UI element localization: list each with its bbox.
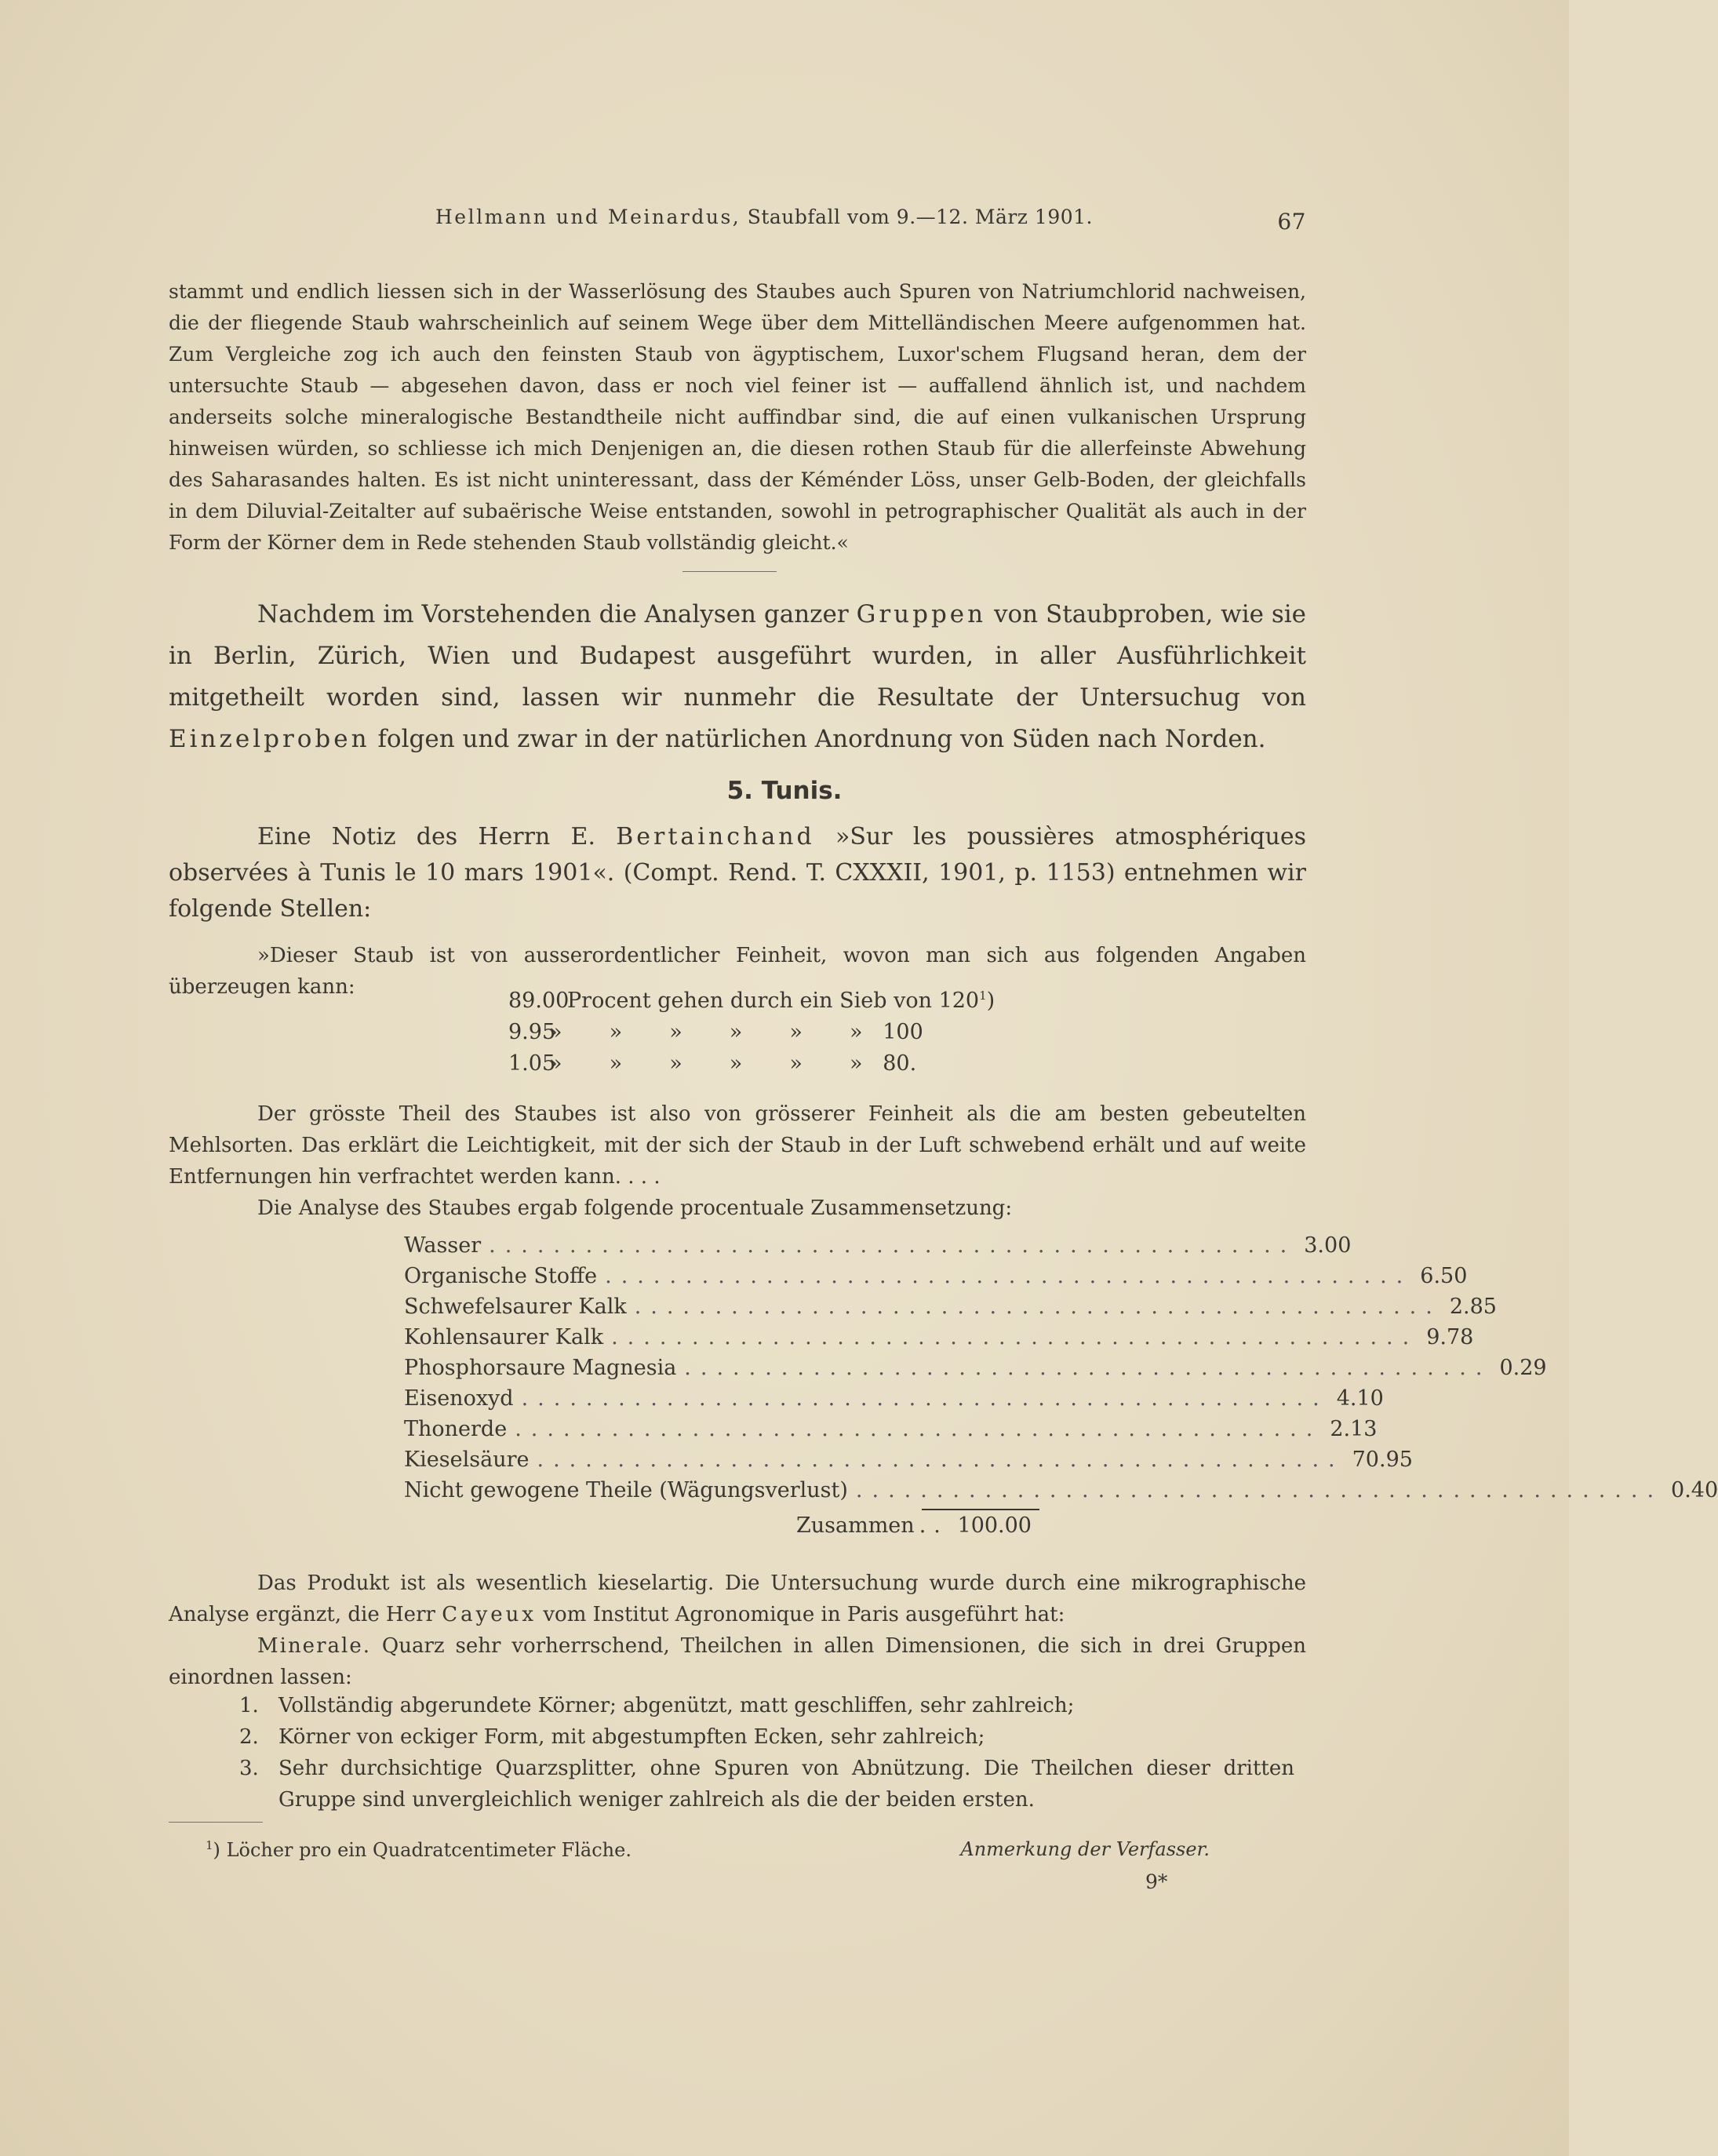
leader-dots: .. — [919, 1513, 948, 1538]
list-text: Vollständig abgerundete Körner; abgenützt, matt geschliffen, sehr zahlreich; — [278, 1694, 1075, 1717]
composition-row — [404, 1295, 1497, 1325]
composition-row — [404, 1478, 1718, 1509]
leader-dots: .................................................. — [605, 1264, 1413, 1288]
section-heading: 5. Tunis. — [726, 777, 843, 805]
composition-value: 0.29 — [1499, 1356, 1547, 1380]
notiz-text-a: Eine Notiz des Herrn E. — [257, 823, 595, 850]
quote-text: »Dieser Staub ist von ausserordentlicher Feinheit, wovon man sich aus folgenden Angaben überzeugen kann: — [169, 944, 1306, 999]
leader-dots: .................................................. — [684, 1356, 1492, 1380]
total-label: Zusammen — [796, 1513, 915, 1538]
leader-dots: .................................................. — [515, 1417, 1323, 1441]
mineral-groups-list — [239, 1690, 1294, 1815]
composition-value: 2.13 — [1330, 1417, 1378, 1441]
footnote-rule — [169, 1822, 263, 1823]
sieve-text: Procent gehen durch ein Sieb von 120 — [567, 989, 980, 1013]
produkt-text-a: Das Produkt ist als wesentlich kieselartig. Die Untersuchung wurde durch eine mikrographische Analyse ergänzt, die Herr — [169, 1571, 1306, 1626]
composition-name: Schwefelsaurer Kalk — [404, 1295, 627, 1319]
footnote-annotation: Anmerkung der Verfasser. — [960, 1838, 1210, 1860]
minerale-text: Quarz sehr vorherrschend, Theilchen in allen Dimensionen, die sich in drei Gruppen einordnen lassen: — [169, 1634, 1306, 1689]
composition-value: 0.40 — [1671, 1478, 1718, 1502]
list-item — [239, 1690, 1294, 1721]
composition-value: 3.00 — [1304, 1233, 1352, 1258]
composition-row — [404, 1356, 1547, 1386]
list-text: Sehr durchsichtige Quarzsplitter, ohne Spuren von Abnützung. Die Theilchen dieser dritten Gruppe sind unvergleichlich weniger zahlreich als die der beiden ersten. — [278, 1757, 1294, 1812]
notiz-paragraph — [169, 819, 1306, 927]
composition-row — [404, 1386, 1384, 1417]
feinheit-text: Der grösste Theil des Staubes ist also von grösserer Feinheit als die am besten gebeutelten Mehlsorten. Das erklärt die Leichtigkeit, mit der sich der Staub in der Luft schwebend erhält und auf weite Entfernungen hin verfrachtet werden kann. . . . — [169, 1102, 1306, 1189]
notiz-text-b: »Sur les poussières atmosphériques observées à Tunis le 10 mars 1901«. (Compt. Rend. T. CXXXII, 1901, p. 1153) entnehmen wir folgende Stellen: — [169, 823, 1306, 923]
analyse-intro-text: Die Analyse des Staubes ergab folgende procentuale Zusammensetzung: — [257, 1196, 1013, 1220]
composition-name: Nicht gewogene Theile (Wägungsverlust) — [404, 1478, 848, 1502]
composition-value: 6.50 — [1420, 1264, 1468, 1288]
list-item — [239, 1721, 1294, 1753]
intro-text-3: folgen und zwar in der natürlichen Anordnung von Süden nach Norden. — [377, 725, 1266, 753]
composition-row — [404, 1448, 1413, 1478]
composition-name: Eisenoxyd — [404, 1386, 514, 1411]
composition-value: 9.78 — [1426, 1325, 1474, 1349]
composition-value: 4.10 — [1336, 1386, 1384, 1411]
header-article-title: Staubfall vom 9.—12. März 1901. — [747, 206, 1093, 228]
composition-name: Kohlensaurer Kalk — [404, 1325, 604, 1349]
leader-dots: .................................................. — [855, 1478, 1664, 1502]
footnote-text: Löcher pro ein Quadratcentimeter Fläche. — [226, 1839, 632, 1861]
sieve-text: » » » » » » 100 — [549, 1020, 923, 1044]
produkt-paragraph — [169, 1568, 1306, 1693]
page-number: 67 — [1277, 209, 1306, 235]
composition-row — [404, 1325, 1474, 1356]
list-number: 1. — [239, 1694, 259, 1717]
sieve-text-wrap — [567, 989, 995, 1013]
leader-dots: .................................................. — [611, 1325, 1419, 1349]
produkt-text-b: vom Institut Agronomique in Paris ausgeführt hat: — [543, 1603, 1065, 1626]
footnote-mark: 1 — [206, 1838, 213, 1852]
intro-text-2: von Staubproben, wie sie in Berlin, Zürich, Wien und Budapest ausgeführt wurden, in aller Ausführlichkeit mitgetheilt worden sind, lassen wir nunmehr die Resultate der Untersuchug von — [169, 600, 1307, 712]
leader-dots: .................................................. — [489, 1233, 1297, 1258]
footnote-paren: ) — [213, 1839, 220, 1861]
composition-name: Organische Stoffe — [404, 1264, 598, 1288]
composition-row — [404, 1264, 1468, 1295]
intro-paragraph — [169, 594, 1306, 760]
sieve-close-paren: ) — [986, 989, 995, 1013]
leader-dots: .................................................. — [634, 1295, 1442, 1319]
total-value: 100.00 — [957, 1513, 1032, 1538]
intro-spaced-einzelproben: Einzelproben — [169, 725, 370, 753]
composition-table — [404, 1233, 1718, 1544]
intro-spaced-gruppen: Gruppen — [856, 600, 987, 628]
composition-row — [404, 1233, 1352, 1264]
sieve-text: » » » » » » 80. — [549, 1051, 917, 1076]
section-separator — [682, 571, 777, 572]
intro-text-1: Nachdem im Vorstehenden die Analysen ganzer — [257, 600, 849, 628]
minerale-label: Minerale. — [257, 1634, 371, 1658]
paragraph-top — [169, 276, 1306, 559]
list-item — [239, 1753, 1294, 1815]
list-number: 2. — [239, 1725, 259, 1749]
composition-value: 2.85 — [1449, 1295, 1497, 1319]
sheet-signature: 9* — [1145, 1870, 1168, 1893]
header-title — [435, 206, 1093, 228]
composition-name: Thonerde — [404, 1417, 508, 1441]
feinheit-paragraph — [169, 1098, 1306, 1224]
paragraph-top-text: stammt und endlich liessen sich in der Wasserlösung des Staubes auch Spuren von Natriumchlorid nachweisen, die der fliegende Staub wahrscheinlich auf seinem Wege über dem Mittelländischen Meere aufgenommen hat. Zum Vergleiche zog ich auch den feinsten Staub von ägyptischem, Luxor'schem Flugsand heran, dem der untersuchte Staub — abgesehen davon, dass er noch viel feiner ist — auffallend ähnlich ist, und nachdem anderseits solche mineralogische Bestandtheile nicht auffindbar sind, die auf einen vulkanischen Ursprung hinweisen würden, so schliesse ich mich Denjenigen an, die diesen rothen Staub für die allerfeinste Abwehung des Saharasandes halten. Es ist nicht uninteressant, dass der Kéménder Löss, unser Gelb-Boden, der gleichfalls in dem Diluvial-Zeitalter auf subaërische Weise entstanden, sowohl in petrographischer Qualität als auch in der Form der Körner dem in Rede stehenden Staub vollständig gleicht.« — [169, 280, 1306, 554]
sum-rule — [922, 1509, 1039, 1510]
notiz-name: Bertainchand — [616, 823, 815, 850]
list-text: Körner von eckiger Form, mit abgestumpften Ecken, sehr zahlreich; — [278, 1725, 985, 1749]
sieve-percent: 89.00 — [508, 989, 570, 1013]
sieve-percent: 1.05 — [508, 1051, 556, 1076]
list-number: 3. — [239, 1757, 259, 1780]
composition-value: 70.95 — [1352, 1448, 1413, 1472]
composition-name: Wasser — [404, 1233, 482, 1258]
composition-name: Kieselsäure — [404, 1448, 530, 1472]
leader-dots: .................................................. — [537, 1448, 1345, 1472]
footnote — [206, 1838, 1210, 1861]
composition-name: Phosphorsaure Magnesia — [404, 1356, 677, 1380]
produkt-name: Cayeux — [442, 1603, 537, 1626]
header-authors: Hellmann und Meinardus, — [435, 206, 741, 228]
composition-row — [404, 1417, 1378, 1448]
sieve-footnote-mark: 1 — [979, 989, 987, 1003]
composition-total-row — [404, 1513, 1032, 1544]
sieve-percent: 9.95 — [508, 1020, 556, 1044]
leader-dots: .................................................. — [521, 1386, 1329, 1411]
